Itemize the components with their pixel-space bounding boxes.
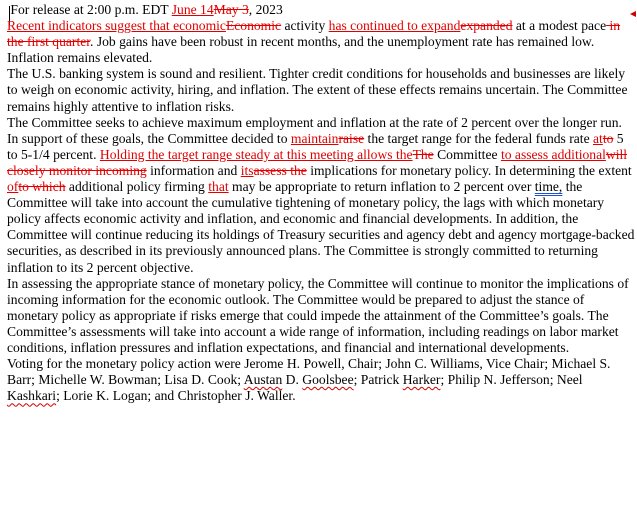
deletion: assess the [253,162,307,178]
deletion: Economic [225,18,282,34]
deletion: The [412,146,434,162]
text-run: the Committee will take into account the cumulative tightening of monetary policy, the lags with which monetary policy affects economic activity and inflation, and economic and financial developments. In addition, the Committee will continue reducing its holdings of Treasury securities and agency debt and agency mortgage-backed securities, as described in its previously announced plans. The Committee is strongly committed to returning inflation to its 2 percent objective. [7,179,635,275]
deletion: will closely monitor incoming [7,146,628,178]
release-year: , 2023 [248,2,283,17]
spelling-flag[interactable]: Goolsbee [302,372,354,388]
grammar-flag[interactable]: time, [534,179,563,195]
text-run: information and [146,162,241,178]
insertion: of [7,179,19,195]
release-prefix: For release at 2:00 p.m. EDT [10,2,172,17]
text-run: The Committee seeks to achieve maximum employment and inflation at the rate of 2 percent over the longer run. In support of these goals, the Committee decided to [7,114,622,146]
text-run: the target range for the federal funds rate [364,130,593,146]
spelling-flag[interactable]: Harker [402,372,441,388]
insertion: at [593,130,603,146]
text-run: 5 to 5-1/4 percent. [7,130,624,162]
spelling-flag[interactable]: Austan [243,372,283,388]
paragraph-banking-system: The U.S. banking system is sound and resilient. Tighter credit conditions for households and businesses are likely to weigh on economic activity, hiring, and inflation. The extent of these effects remains uncertain. The Committee remains highly attentive to inflation risks. [7,66,628,114]
document-body[interactable] [7,2,635,404]
text-run: at a modest pace [512,18,607,34]
insertion: its [240,162,254,178]
deleted-date: May 3 [213,2,249,17]
inserted-date: June 14 [171,2,214,17]
paragraph-policy-decision [7,115,635,276]
spelling-flag[interactable]: Kashkari [7,388,57,404]
deletion: to [602,130,614,146]
deletion: expanded [460,18,513,34]
insertion: maintain [290,130,339,146]
insertion: Holding the target range steady at this meeting allows the [99,146,413,162]
insertion: has continued to expand [328,18,461,34]
insertion: that [208,179,229,195]
text-run: additional policy firming [65,179,209,195]
text-run: implications for monetary policy. In determining the extent [306,162,632,178]
deletion: to which [18,179,66,195]
insertion: Recent indicators suggest that economic [7,18,226,34]
text-run: Committee [433,146,501,162]
paragraph-policy-stance: In assessing the appropriate stance of monetary policy, the Committee will continue to monitor the implications of incoming information for the economic outlook. The Committee would be prepared to adjust the stance of monetary policy as appropriate if risks emerge that could impede the attainment of the Committee’s goals. The Committee’s assessments will take into account a wide range of information, including readings on labor market conditions, inflation pressures and inflation expectations, and financial and international developments. [7,275,629,355]
text-run: Voting for the monetary policy action were Jerome H. Powell, Chair; John C. Williams, Vice Chair; Michael S. Barr; Michelle W. Bowman; Lisa D. Cook; [7,356,611,388]
paragraph-voting [7,356,635,404]
release-line [7,2,635,18]
text-run: . Job gains have been robust in recent months, and the unemployment rate has remained low. Inflation remains elevated. [7,34,595,66]
text-run: D. [282,372,303,388]
text-run: ; Patrick [353,372,403,388]
paragraph-economic-activity [7,18,635,66]
deletion: in the first quarter [7,18,621,50]
text-run: may be appropriate to return inflation to 2 percent over [228,179,535,195]
text-run: ; Philip N. Jefferson; Neel [440,372,583,388]
text-run: activity [281,18,329,34]
deletion: raise [338,130,365,146]
insertion: to assess additional [500,146,606,162]
text-run: ; Lorie K. Logan; and Christopher J. Waller. [56,388,296,404]
